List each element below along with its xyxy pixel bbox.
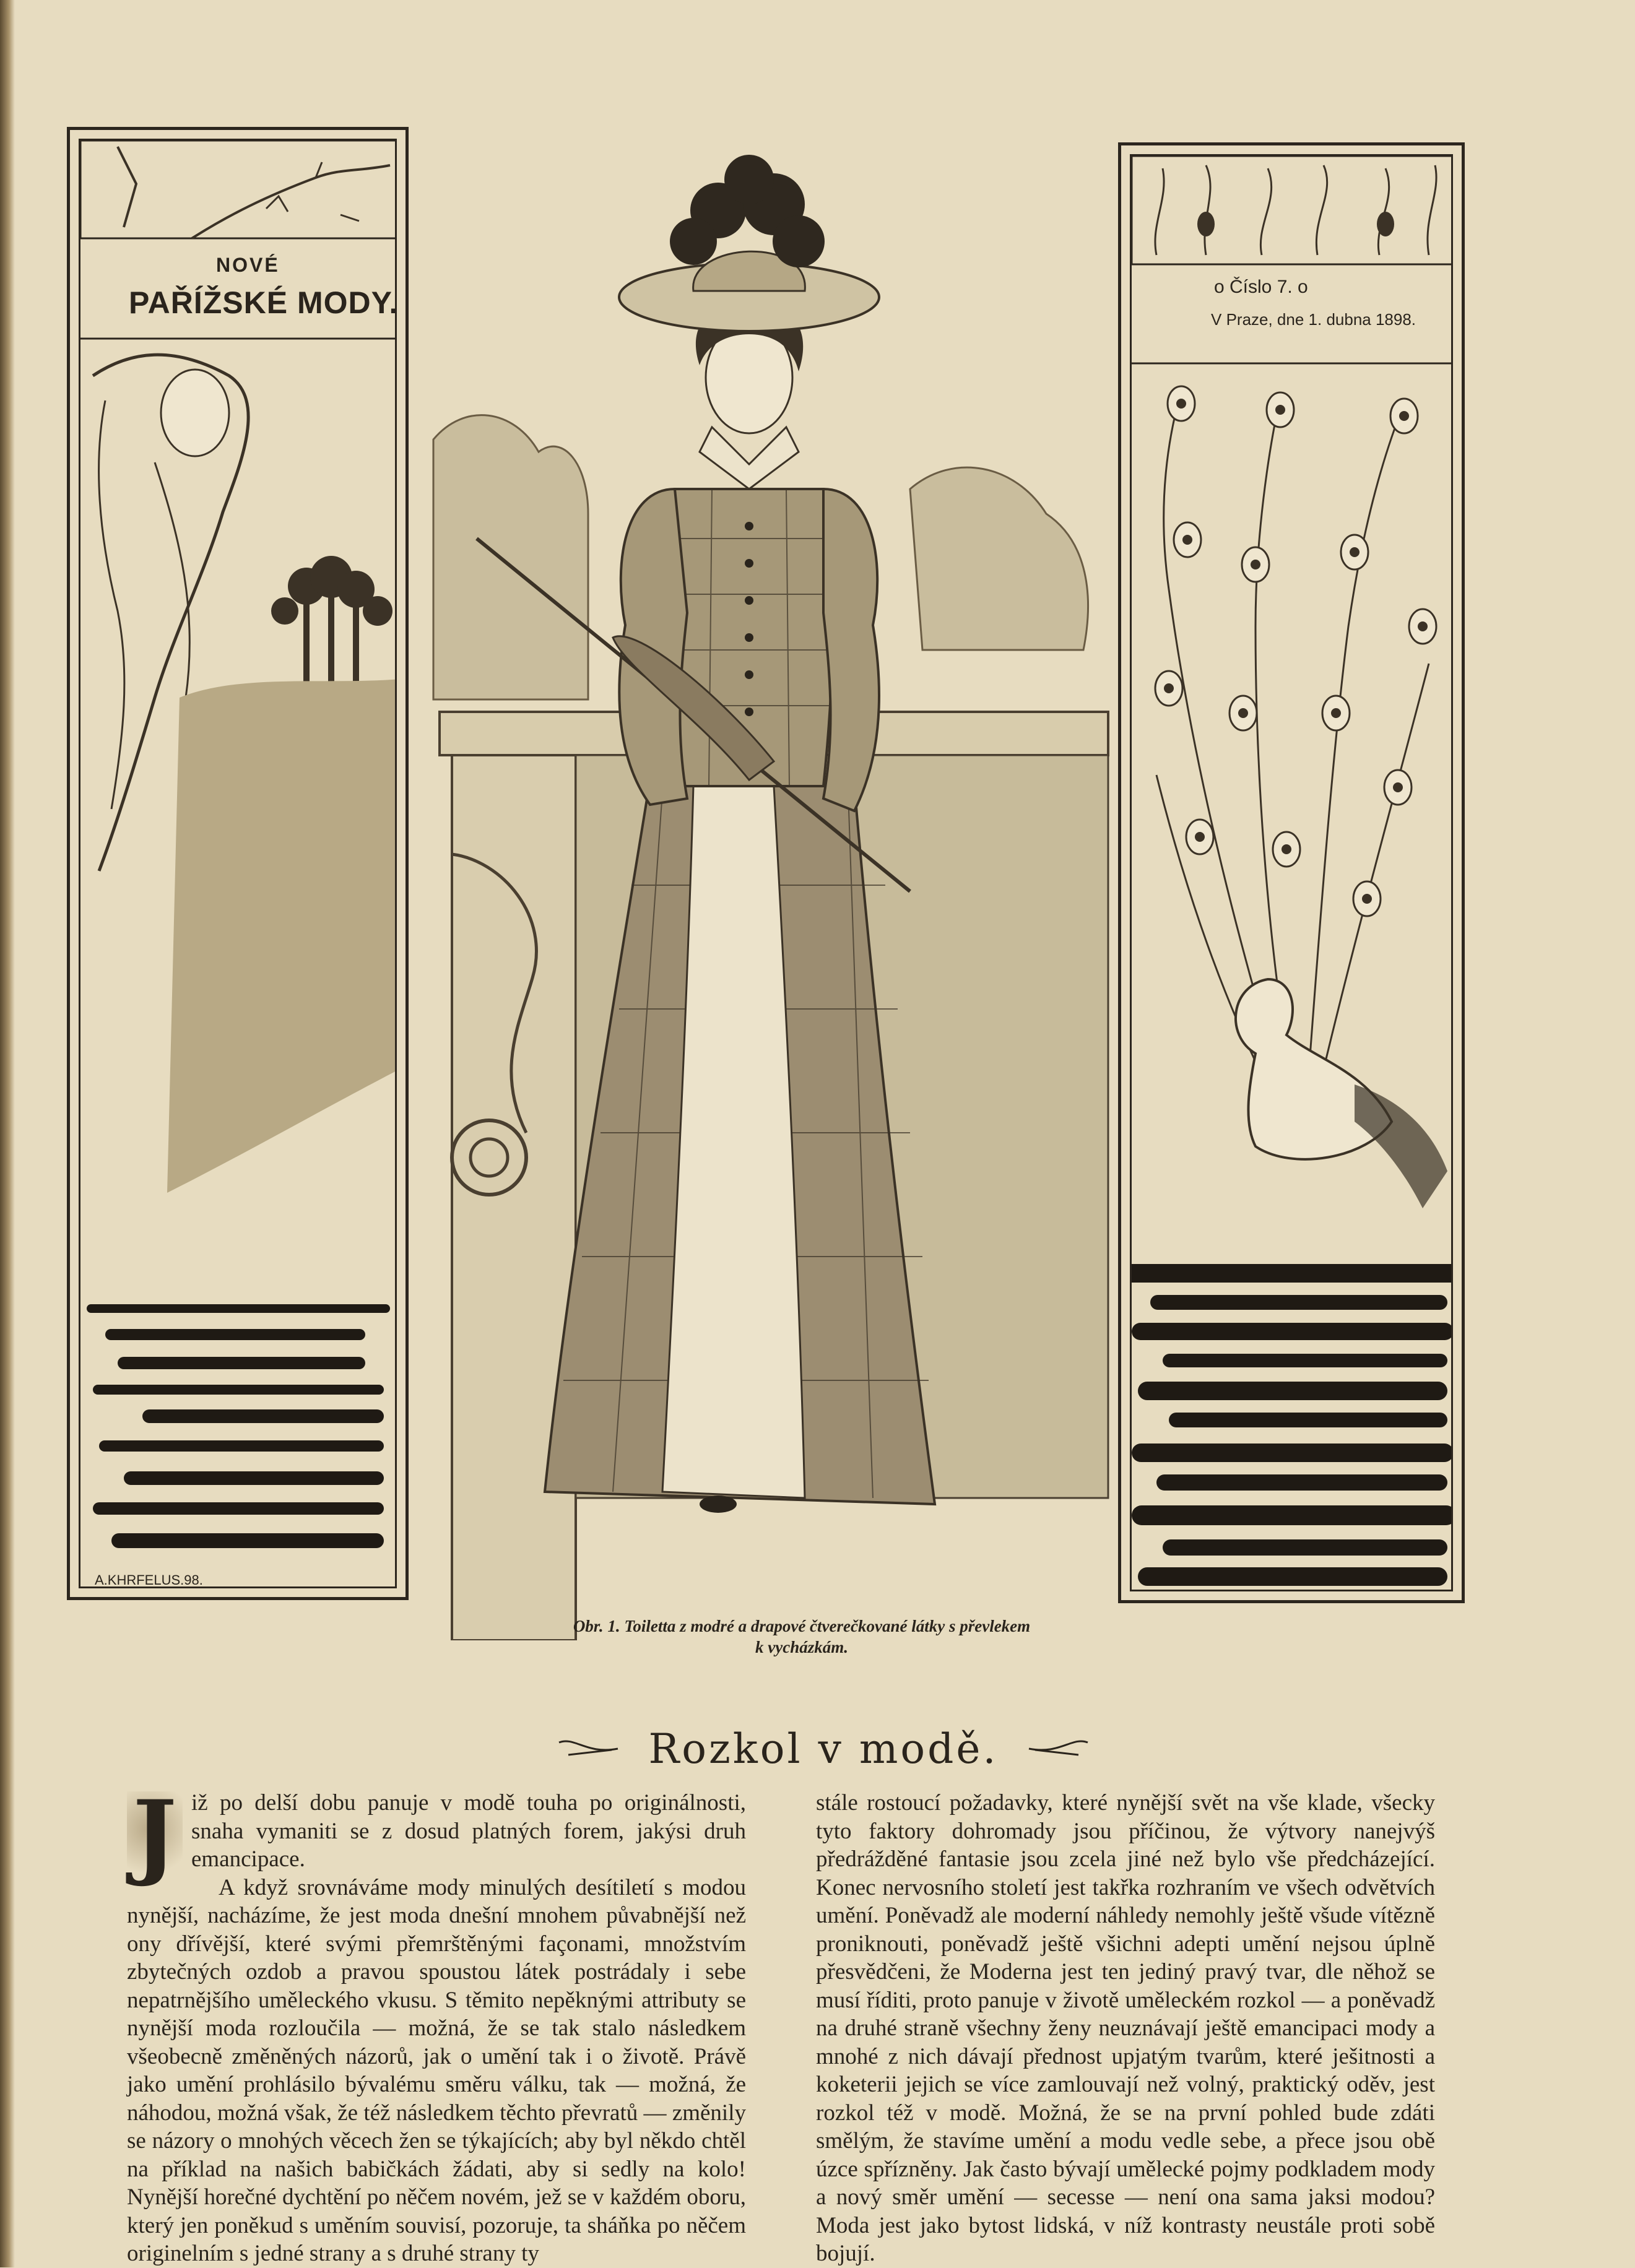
- issue-inner-frame: [1130, 154, 1453, 1591]
- article-paragraph: stále rostoucí požadavky, které nynější svět na vše klade, všecky tyto faktory dohromady jsou příčinou, že výtvory nanejvýš předrážděné fantasie jsou zcela jiné než bylo vše předcházející. Konec nervosního století jest takřka rozhraním ve všech odvětvích umění. Poněvadž ale moderní náhledy nemohly ještě všude vítězně proniknouti, poněvadž ještě všichni adepti umění nejsou úplně přesvědčeni, že Moderna jest ten jediný pravý tvar, dle něhož se musí říditi, proto panuje v životě uměleckém rozkol — a poněvadž na druhé straně všechny ženy neuznávají ještě emancipaci mody a mnohé z nich dávají přednost upjatým tvarům, které ješitnosti a koketerii jejich se více zamlouvají než volný, praktický oděv, jest rozkol též v modě. Možná, že se na první pohled bude zdáti smělým, že stavíme umění a modu vedle sebe, a přece jsou obě úzce spřízněny. Jak často bývají umělecké pojmy podkladem mody a nový směr umění — secesse — není ona sama jaksi modou? Moda jest jako bytost lidská, v níž kontrasty neustále proti sobě bojují.: [816, 1790, 1435, 2266]
- peacock-illustration: [1132, 156, 1453, 1591]
- article-title: Rozkol v modě.: [648, 1725, 999, 1773]
- article-title-row: [471, 1721, 1176, 1777]
- masthead-title: PAŘÍŽSKÉ MODY.: [129, 285, 399, 320]
- article-paragraph: A když srovnáváme mody minulých desítiletí s modou nynější, nacházíme, že jest moda dnešní mnohem půvabnější než ony dřívější, které svými přemrštěnými façonami, množstvím zbytečných ozdob a pravou spoustou látek postrádaly i sebe nepatrnějšího uměleckého vkusu. S těmito nepěknými attributy se nynější moda rozloučila — možná, že se tak stalo následkem všeobecně změněných názorů, jak o umění tak i o životě. Právě jako umění prohlásilo bývalému směru válku, tak — možná, že náhodou, možná však, že též následkem těchto převratů — změnily se názory o mnohých věcech žen se týkajících; aby byl někdo chtěl na příklad na našich babičkách žádati, aby si sedly na kolo! Nynější horečné dychtění po něčem novém, jež se v každém oboru, který jen poněkud s uměním souvisí, pozoruje, ta sháňka po něčem originelním s jedné strany a s druhé strany ty: [127, 1874, 746, 2266]
- article-column-right: [816, 1789, 1435, 2268]
- left-flourish-icon: [556, 1736, 624, 1761]
- article-column-left: [127, 1780, 746, 2268]
- drop-cap: J: [127, 1791, 183, 1884]
- caption-line-2: k vycházkám.: [755, 1638, 848, 1656]
- masthead-panel: [67, 127, 409, 1600]
- fashion-plate-illustration: [427, 142, 1114, 1640]
- masthead-inner-frame: [79, 139, 397, 1588]
- right-flourish-icon: [1023, 1736, 1091, 1761]
- masthead-line-1: NOVÉ: [216, 254, 280, 276]
- issue-number: o Číslo 7. o: [1214, 277, 1308, 297]
- artist-signature: A.KHRFELUS.98.: [95, 1572, 203, 1588]
- page-binding-edge: [0, 0, 15, 2267]
- figure-caption: [508, 1616, 1096, 1658]
- article-paragraph: iž po delší dobu panuje v modě touha po originálnosti, snaha vymaniti se z dosud platných forem, jakýsi druh emancipace.: [191, 1790, 746, 1872]
- masthead-illustration: [80, 141, 397, 1588]
- caption-line-1: Obr. 1. Toiletta z modré a drapové čtverečkované látky s převlekem: [573, 1617, 1031, 1635]
- issue-date: V Praze, dne 1. dubna 1898.: [1211, 310, 1416, 329]
- issue-panel: [1118, 142, 1465, 1603]
